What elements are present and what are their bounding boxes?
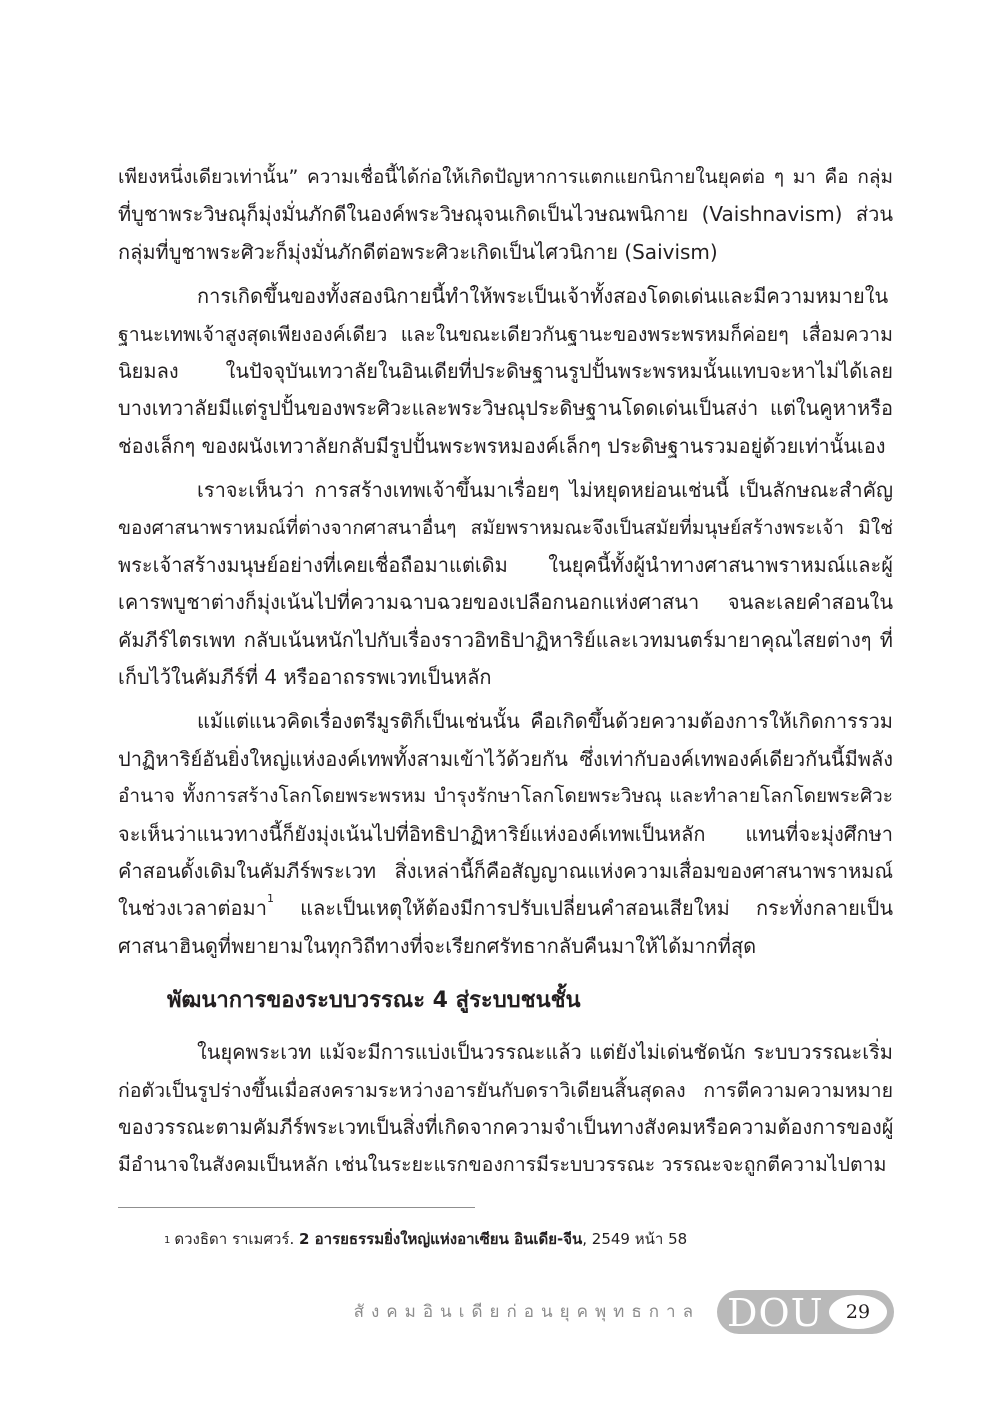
text-line: แม้แต่แนวคิดเรื่องตรีมูรติก็เป็นเช่นนั้น คือเกิดขึ้นด้วยความต้องการให้เกิดการรวม (197, 709, 893, 734)
paragraph (118, 159, 893, 271)
text-line: ที่บูชาพระวิษณุก็มุ่งมั่นภักดีในองค์พระวิษณุจนเกิดเป็นไวษณพนิกาย (Vaishnavism) ส่วน (118, 202, 893, 227)
paragraph (118, 703, 893, 965)
section-heading: พัฒนาการของระบบวรรณะ 4 สู่ระบบชนชั้น (167, 988, 581, 1014)
text-line: นิยมลง ในปัจจุบันเทวาลัยในอินเดียที่ประดิษฐานรูปปั้นพระพรหมนั้นแทบจะหาไม่ได้เลย (118, 358, 893, 383)
footnote (164, 1226, 894, 1252)
text-line: คำสอนดั้งเดิมในคัมภีร์พระเวท สิ่งเหล่านี้ก็คือสัญญาณแห่งความเสื่อมของศาสนาพราหมณ์ (118, 859, 893, 884)
text-line: ฐานะเทพเจ้าสูงสุดเพียงองค์เดียว และในขณะเดียวกันฐานะของพระพรหมก็ค่อยๆ เสื่อมความ (118, 322, 893, 346)
footnote-details: , 2549 หน้า 58 (582, 1230, 688, 1248)
section-body-text (118, 1034, 893, 1184)
text-line: ในยุคพระเวท แม้จะมีการแบ่งเป็นวรรณะแล้ว แต่ยังไม่เด่นชัดนัก ระบบวรรณะเริ่ม (197, 1040, 893, 1065)
dou-logo: DOU (727, 1291, 824, 1335)
text-line: คัมภีร์ไตรเพท กลับเน้นหนักไปกับเรื่องราวอิทธิปาฏิหาริย์และเวทมนตร์มายาคุณไสยต่างๆ ที่ (118, 627, 893, 652)
text-line: ปาฏิหาริย์อันยิ่งใหญ่แห่งองค์เทพทั้งสามเข้าไว้ด้วยกัน ซึ่งเท่ากับองค์เทพองค์เดียวกันนี้มีพลัง (118, 746, 893, 771)
text-line: เพียงหนึ่งเดียวเท่านั้น” ความเชื่อนี้ได้ก่อให้เกิดปัญหาการแตกแยกนิกายในยุคต่อ ๆ มา คือ กลุ่ม (118, 166, 893, 188)
text-line: ช่องเล็กๆ ของผนังเทวาลัยกลับมีรูปปั้นพระพรหมองค์เล็กๆ ประดิษฐานรวมอยู่ด้วยเท่านั้นเอง (118, 433, 886, 458)
footer-badge (717, 1290, 894, 1334)
page-body (118, 159, 893, 1191)
text-line: พระเจ้าสร้างมนุษย์อย่างที่เคยเชื่อถือมาแต่เดิม ในยุคนี้ทั้งผู้นำทางศาสนาพราหมณ์และผู้ (118, 552, 893, 577)
paragraph (118, 472, 893, 696)
text-line: เราจะเห็นว่า การสร้างเทพเจ้าขึ้นมาเรื่อยๆ ไม่หยุดหย่อนเช่นนี้ เป็นลักษณะสำคัญ (197, 478, 893, 503)
footnote-reference: 1 (266, 892, 274, 906)
text-line: เก็บไว้ในคัมภีร์ที่ 4 หรืออาถรรพเวทเป็นหลัก (118, 665, 492, 690)
text-segment: ในช่วงเวลาต่อมา (118, 896, 267, 921)
text-line: ศาสนาฮินดูที่พยายามในทุกวิถีทางที่จะเรียกศรัทธากลับคืนมาให้ได้มากที่สุด (118, 933, 757, 958)
footnote-marker: 1 (164, 1235, 171, 1246)
body-text (118, 159, 893, 965)
text-line: กลุ่มที่บูชาพระศิวะก็มุ่งมั่นภักดีต่อพระศิวะเกิดเป็นไศวนิกาย (Saivism) (118, 239, 718, 264)
text-line: ของศาสนาพราหมณ์ที่ต่างจากศาสนาอื่นๆ สมัยพราหมณะจึงเป็นสมัยที่มนุษย์สร้างพระเจ้า มิใช่ (118, 516, 893, 539)
text-line (118, 890, 893, 927)
footnote-separator (118, 1207, 475, 1208)
paragraph (118, 278, 893, 465)
text-line: บางเทวาลัยมีแต่รูปปั้นของพระศิวะและพระวิษณุประดิษฐานโดดเด่นเป็นสง่า แต่ในคูหาหรือ (118, 396, 893, 421)
page-number: 29 (829, 1295, 887, 1329)
footer-running-title: สังคมอินเดียก่อนยุคพุทธกาล (353, 1302, 700, 1322)
text-line: ก่อตัวเป็นรูปร่างขึ้นเมื่อสงครามระหว่างอารยันกับดราวิเดียนสิ้นสุดลง การตีความความหมาย (118, 1078, 893, 1102)
text-line: การเกิดขึ้นของทั้งสองนิกายนี้ทำให้พระเป็นเจ้าทั้งสองโดดเด่นและมีความหมายใน (197, 284, 889, 309)
text-line: อำนาจ ทั้งการสร้างโลกโดยพระพรหม บำรุงรักษาโลกโดยพระวิษณุ และทำลายโลกโดยพระศิวะ (118, 785, 893, 808)
text-line: จะเห็นว่าแนวทางนี้ก็ยังมุ่งเน้นไปที่อิทธิปาฏิหาริย์แห่งองค์เทพเป็นหลัก แทนที่จะมุ่งศึกษา (118, 821, 893, 846)
text-segment: และเป็นเหตุให้ต้องมีการปรับเปลี่ยนคำสอนเสียใหม่ กระทั่งกลายเป็น (273, 896, 893, 921)
paragraph (118, 1034, 893, 1184)
footnote-title: 2 อารยธรรมยิ่งใหญ่แห่งอาเซียน อินเดีย-จีน (298, 1230, 583, 1248)
text-line: ของวรรณะตามคัมภีร์พระเวทเป็นสิ่งที่เกิดจากความจำเป็นทางสังคมหรือความต้องการของผู้ (118, 1114, 893, 1139)
text-line: มีอำนาจในสังคมเป็นหลัก เช่นในระยะแรกของการมีระบบวรรณะ วรรณะจะถูกตีความไปตาม (118, 1153, 887, 1177)
text-line: เคารพบูชาต่างก็มุ่งเน้นไปที่ความฉาบฉวยของเปลือกนอกแห่งศาสนา จนละเลยคำสอนใน (118, 590, 893, 615)
footnote-author: ดวงธิดา ราเมศวร์. (174, 1230, 299, 1248)
